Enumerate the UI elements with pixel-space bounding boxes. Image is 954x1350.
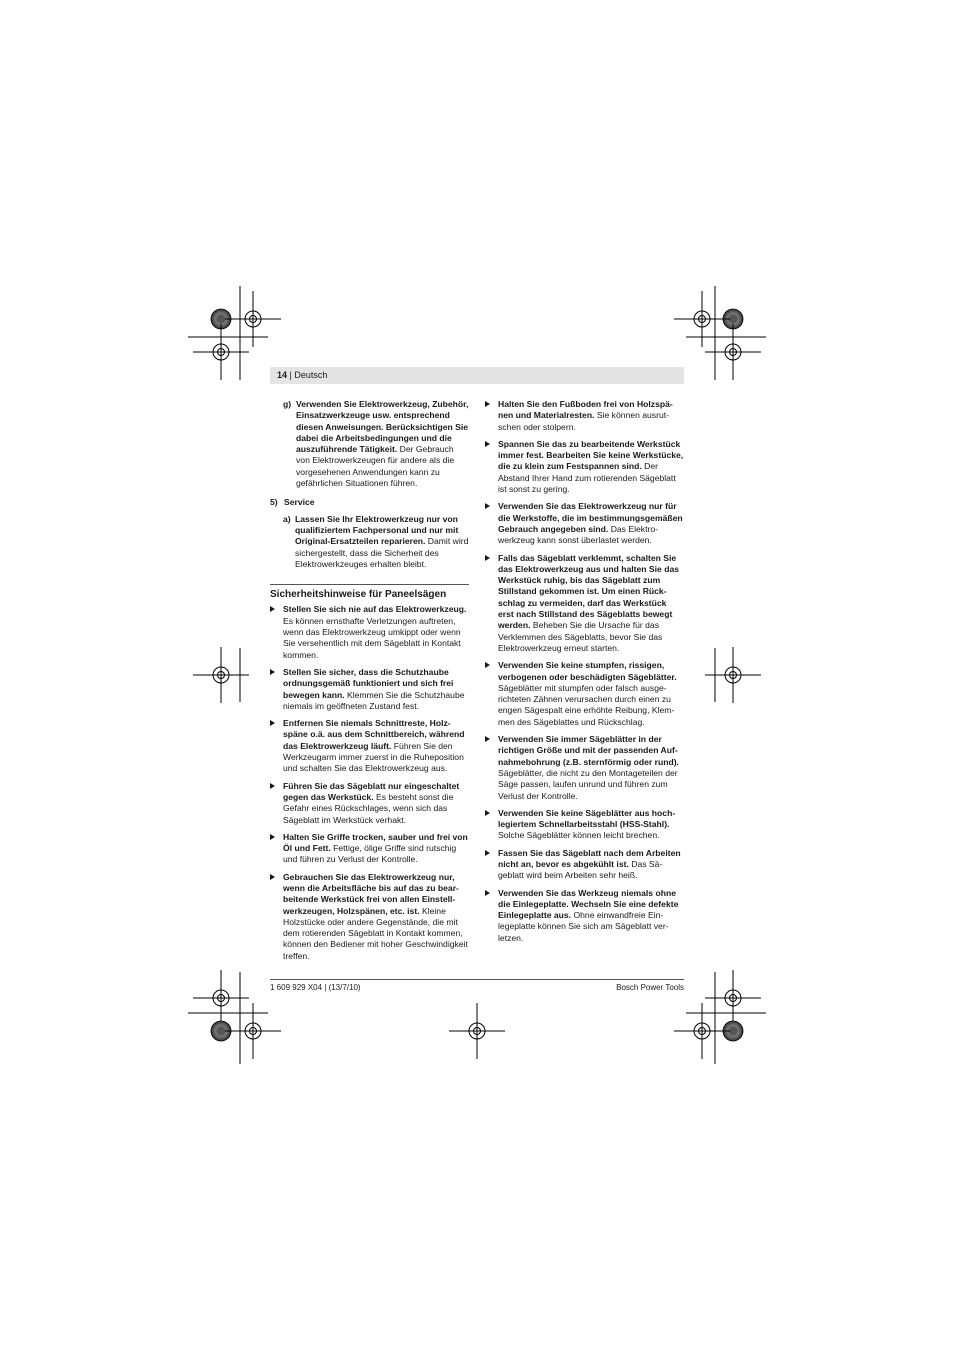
page-header [270, 367, 684, 384]
item-bold: Halten Sie Griffe trocken, sauber und frei von Öl und Fett. [283, 831, 468, 854]
item-text: Es besteht sonst die Gefahr eines Rückschlages, wenn sich das Sägeblatt im Werkstück verhakt. [283, 791, 454, 825]
item-bold: Stellen Sie sicher, dass die Schutzhaube ordnungsgemäß funktioniert und sich frei bewegen kann. [283, 666, 454, 700]
triangle-bullet-icon [485, 810, 490, 816]
section-title: Service [284, 497, 315, 508]
item-bold: Verwenden Sie immer Sägeblätter in der richtigen Größe und mit der passenden Aufnahmebohrung (z.B. sternförmig oder rund). [498, 734, 679, 767]
item-bold: Verwenden Sie das Werkzeug niemals ohne die Einlegeplatte. Wechseln Sie eine defekte Einlegeplatte aus. [498, 887, 679, 921]
registration-mark-bottom-right [674, 970, 766, 1064]
header-language: Deutsch [294, 370, 328, 380]
instruction-label: g) [283, 399, 292, 409]
section-service [270, 497, 469, 508]
registration-mark-bottom-center [449, 1003, 505, 1059]
item-bold: Fassen Sie das Sägeblatt nach dem Arbeiten nicht an, bevor es abgekühlt ist. [498, 847, 681, 869]
registration-mark-mid-left [193, 647, 249, 703]
triangle-bullet-icon [270, 874, 275, 880]
right-column [485, 399, 684, 950]
item-bold: Gebrauchen Sie das Elektrowerkzeug nur, wenn die Arbeitsfläche bis auf das zu bearbeitende Werkstück frei von allen Einstellwerkzeugen, Holzspänen, etc. ist. [283, 871, 459, 916]
item-text: Klemmen Sie die Schutzhaube niemals im geöffneten Zustand fest. [283, 689, 465, 711]
triangle-bullet-icon [485, 401, 490, 407]
triangle-bullet-icon [485, 441, 490, 447]
footer-doc-number: 1 609 929 X04 | (13/7/10) [270, 983, 361, 992]
item-text: Beheben Sie die Ursache für das Verklemmen des Sägeblatts, bevor Sie das Elektrowerkzeug erneut starten. [498, 620, 663, 653]
registration-mark-mid-right [705, 647, 761, 703]
list-item [270, 667, 469, 712]
item-text: Führen Sie den Werkzeugarm immer zuerst in die Ruheposition und schalten Sie das Elektrowerkzeug aus. [283, 740, 464, 774]
instruction-g [270, 399, 469, 489]
page-number: 14 [277, 370, 288, 380]
registration-mark-top-left [188, 286, 281, 380]
page-footer [270, 979, 684, 992]
item-bold: Spannen Sie das zu bearbeitende Werkstück immer fest. Bearbeiten Sie keine Werkstücke, die zu klein zum Festspannen sind. [498, 438, 684, 472]
heading-text: Sicherheitshinweise für Paneelsägen [270, 589, 447, 601]
item-text: Solche Sägeblätter können leicht brechen. [498, 830, 660, 841]
list-item [485, 734, 684, 802]
item-text: Fettige, ölige Griffe sind rutschig und führen zu Verlust der Kontrolle. [283, 843, 457, 865]
list-item [270, 781, 469, 826]
item-bold: Falls das Sägeblatt verklemmt, schalten Sie das Elektrowerkzeug aus und halten Sie das Werkstück ruhig, bis das Sägeblatt zum Stillstand gekommen ist. Um einen Rückschlag zu vermeiden, darf das Werkstück erst nach Stillstand des Sägeblatts bewegt werden. [498, 552, 680, 631]
triangle-bullet-icon [485, 662, 490, 668]
list-item [485, 553, 684, 655]
list-item [270, 832, 469, 866]
item-bold: Entfernen Sie niemals Schnittreste, Holzspäne o.ä. aus dem Schnittbereich, während das Elektrowerkzeug läuft. [283, 718, 465, 751]
triangle-bullet-icon [485, 736, 490, 742]
item-bold: Halten Sie den Fußboden frei von Holzspänen und Materialresten. [498, 399, 673, 421]
section-heading [270, 584, 469, 604]
list-item [485, 501, 684, 546]
item-text: Es können ernsthafte Verletzungen auftreten, wenn das Elektrowerkzeug umkippt oder wenn Sie versehentlich mit dem Sägeblatt in Kontakt kommen. [283, 615, 461, 660]
instruction-a [270, 514, 469, 570]
triangle-bullet-icon [270, 834, 275, 840]
item-text: Sägeblätter mit stumpfen oder falsch ausgerichteten Zähnen verursachen durch einen zu engen Sägespalt eine erhöhte Reibung, Klemmen des Sägeblattes und Rückschlag. [498, 682, 675, 727]
list-item [485, 660, 684, 728]
item-bold: Stellen Sie sich nie auf das Elektrowerkzeug. [283, 604, 467, 615]
list-item [270, 718, 469, 774]
item-bold: Verwenden Sie keine stumpfen, rissigen, verbogenen oder beschädigten Sägeblätter. [498, 660, 677, 682]
list-item [485, 888, 684, 944]
triangle-bullet-icon [485, 555, 490, 561]
item-bold: Führen Sie das Sägeblatt nur eingeschaltet gegen das Werkstück. [283, 780, 460, 802]
registration-mark-bottom-left [188, 970, 281, 1064]
item-text: Der Abstand Ihrer Hand zum rotierenden Sägeblatt ist sonst zu gering. [498, 461, 676, 495]
instruction-text: Damit wird sichergestellt, dass die Sicherheit des Elektrowerkzeuges erhalten bleibt. [295, 536, 469, 569]
bullet-list-left [270, 604, 469, 962]
list-item [270, 872, 469, 962]
triangle-bullet-icon [270, 783, 275, 789]
instruction-bold: Verwenden Sie Elektrowerkzeug, Zubehör, Einsatzwerkzeuge usw. entsprechend diesen Anweisungen. Berücksichtigen Sie dabei die Arbeitsbedingungen und die auszuführende Tätigkeit. [296, 399, 469, 455]
list-item [485, 808, 684, 842]
item-text: Das Sägeblatt wird beim Arbeiten sehr heiß. [498, 858, 663, 881]
section-label: 5) [270, 497, 278, 508]
list-item [485, 439, 684, 495]
left-column [270, 399, 469, 968]
list-item [485, 399, 684, 433]
list-item [270, 604, 469, 660]
item-bold: Verwenden Sie keine Sägeblätter aus hochlegiertem Schnellarbeitsstahl (HSS-Stahl). [498, 807, 676, 830]
triangle-bullet-icon [485, 503, 490, 509]
triangle-bullet-icon [270, 606, 275, 612]
item-bold: Verwenden Sie das Elektrowerkzeug nur für die Werkstoffe, die im bestimmungsgemäßen Gebrauch angegeben sind. [498, 501, 683, 534]
instruction-bold: Lassen Sie Ihr Elektrowerkzeug nur von qualifiziertem Fachpersonal und nur mit Original-Ersatzteilen reparieren. [295, 513, 459, 547]
triangle-bullet-icon [485, 850, 490, 856]
instruction-text: Der Gebrauch von Elektrowerkzeugen für andere als die vorgesehenen Anwendungen kann zu gefährlichen Situationen führen. [296, 444, 455, 489]
triangle-bullet-icon [270, 720, 275, 726]
list-item [485, 848, 684, 882]
header-separator: | [287, 370, 295, 380]
item-text: Kleine Holzstücke oder andere Gegenstände, die mit dem rotierenden Sägeblatt in Kontakt kommen, können den Bediener mit hoher Geschwindigkeit treffen. [283, 905, 468, 961]
triangle-bullet-icon [485, 890, 490, 896]
footer-brand: Bosch Power Tools [616, 983, 684, 992]
item-text: Ohne einwandfreie Einlegeplatte können Sie sich am Sägeblatt verletzen. [498, 910, 669, 943]
item-text: Sägeblätter, die nicht zu den Montageteilen der Säge passen, laufen unrund und führen zum Verlust der Kontrolle. [498, 767, 678, 801]
item-text: Sie können ausrutschen oder stolpern. [498, 410, 670, 432]
triangle-bullet-icon [270, 669, 275, 675]
item-text: Das Elektrowerkzeug kann sonst überlastet werden. [498, 523, 658, 546]
instruction-label: a) [283, 513, 291, 524]
registration-mark-top-right [674, 286, 766, 380]
